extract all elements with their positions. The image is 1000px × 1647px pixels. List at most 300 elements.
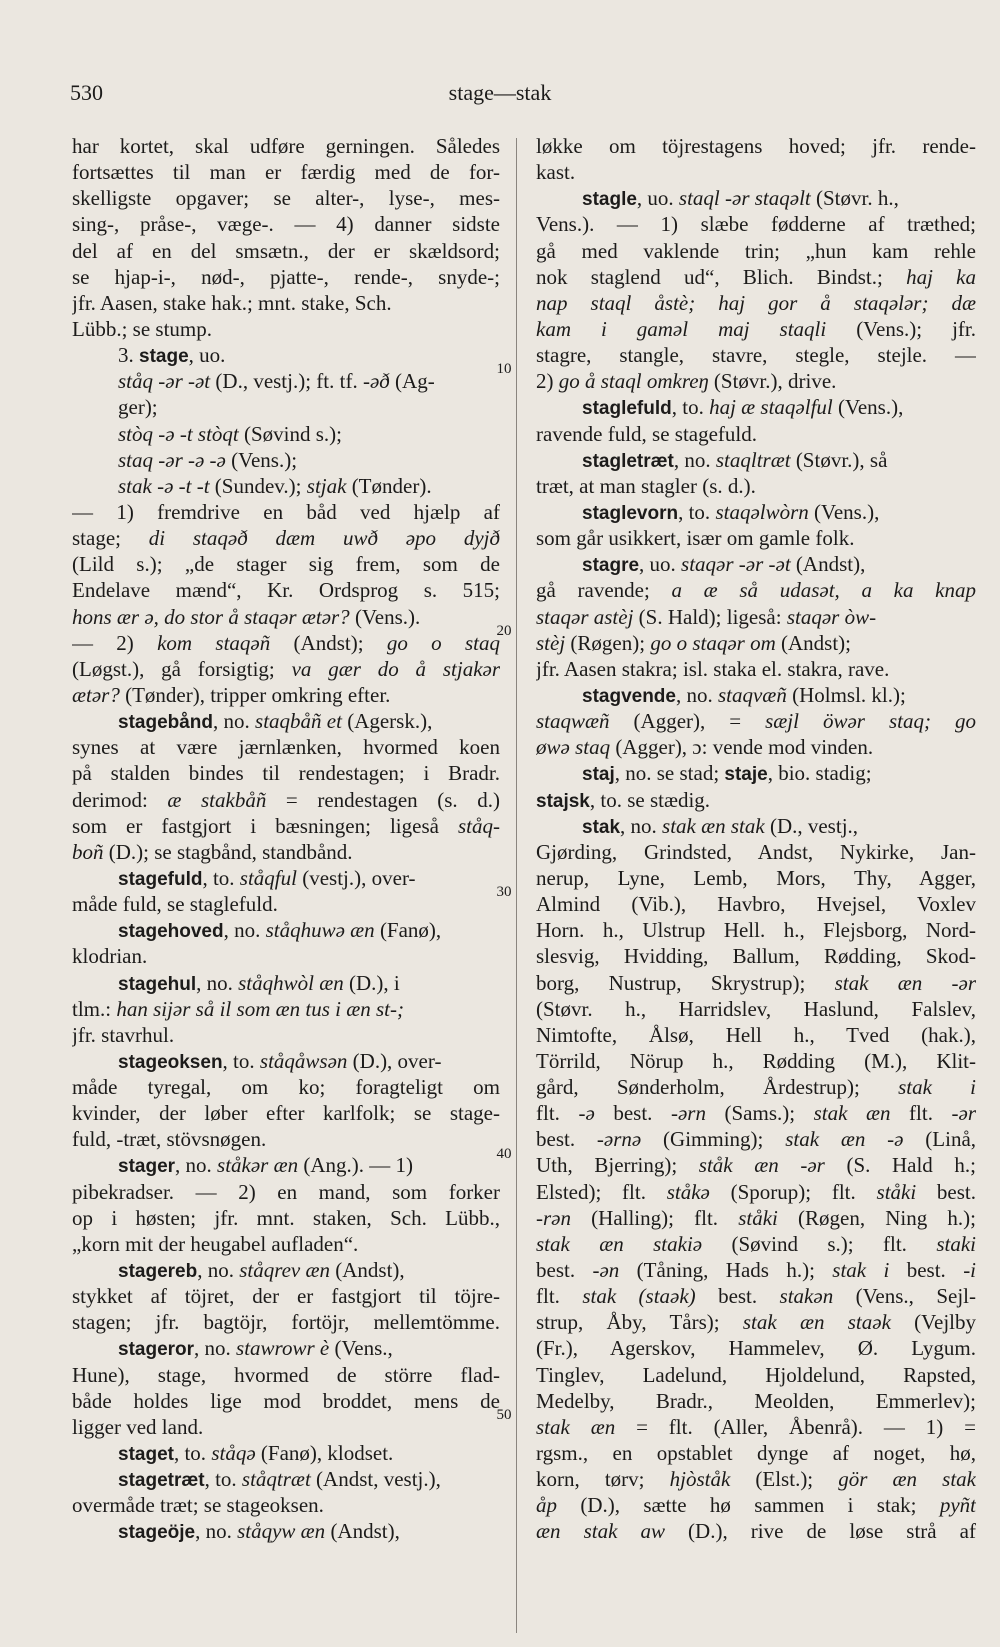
text-line xyxy=(536,943,976,969)
dialect-form: ståqåwsən xyxy=(259,1048,348,1073)
text-line xyxy=(72,839,500,865)
text-span: (Vens., Sejl- xyxy=(833,1284,976,1309)
text-span: kast. xyxy=(536,160,576,185)
text-span: tlm.: xyxy=(72,996,117,1021)
dialect-form: ståkər æn xyxy=(217,1153,299,1178)
text-span: , to. xyxy=(173,1441,212,1466)
text-line xyxy=(72,1362,500,1388)
text-line xyxy=(536,1205,976,1231)
text-span: (Støvr. h., Harridslev, Haslund, Falslev, xyxy=(536,996,976,1021)
text-span: stykket af töjret, der er fastgjort til töjre- xyxy=(72,1284,500,1309)
dialect-form: go o staq xyxy=(386,630,500,655)
running-head: stage—stak xyxy=(448,80,552,105)
text-span: (Vens.); jfr. xyxy=(826,316,976,341)
text-span: ravende fuld, se stagefuld. xyxy=(536,421,758,446)
headword: stager xyxy=(118,1156,176,1178)
text-span: (D.), over- xyxy=(347,1048,442,1073)
text-line xyxy=(72,656,500,682)
text-line xyxy=(536,1335,976,1361)
text-line xyxy=(536,473,976,499)
headword: stagletræt xyxy=(582,450,674,472)
text-span: — 1) fremdrive en båd ved hjælp af xyxy=(72,499,500,524)
text-span: (Agersk.), xyxy=(341,709,433,734)
text-line xyxy=(72,708,500,734)
dialect-form: a æ så udasət, a ka knap xyxy=(671,578,976,603)
text-line xyxy=(72,290,500,316)
text-span: „korn mit der heugabel aufladen“. xyxy=(72,1231,359,1256)
right-column xyxy=(536,133,976,1545)
headword: stage xyxy=(139,346,189,368)
dialect-form: stak æn -ər xyxy=(834,970,976,995)
text-span: , to. xyxy=(678,499,716,524)
text-line xyxy=(72,1492,500,1518)
text-line xyxy=(72,316,500,342)
text-line xyxy=(536,316,976,342)
text-span: , bio. stadig; xyxy=(767,761,872,786)
text-span: (Fr.), Agerskov, Hammelev, Ø. Lygum. xyxy=(536,1336,976,1361)
text-span: Gjørding, Grindsted, Andst, Nykirke, Jan- xyxy=(536,839,976,864)
dialect-form: hjòståk xyxy=(669,1467,731,1492)
dialect-form: -i xyxy=(963,1258,976,1283)
text-span: , no. se stad; xyxy=(614,761,725,786)
text-span: ger); xyxy=(118,395,158,420)
dialect-form: kom staqəñ xyxy=(157,630,271,655)
text-span: (Røgen); xyxy=(565,630,651,655)
text-line xyxy=(72,421,500,447)
column-divider xyxy=(516,138,517,1633)
text-span: (Sundev.); xyxy=(209,473,307,498)
text-span: (D.), rive de løse strå af xyxy=(664,1519,976,1544)
text-line xyxy=(72,1074,500,1100)
text-span: = rendestagen (s. d.) xyxy=(266,787,500,812)
text-span: , uo. xyxy=(639,552,682,577)
text-line xyxy=(536,447,976,473)
text-line xyxy=(536,970,976,996)
dialect-form: åp xyxy=(536,1493,557,1518)
text-line xyxy=(72,577,500,603)
text-span: stagre, stangle, stavre, stegle, stejle. — xyxy=(536,343,976,368)
dialect-form: stak æn staək xyxy=(742,1310,891,1335)
text-span: , no. xyxy=(673,447,716,472)
headword: stagebånd xyxy=(118,712,214,734)
text-line xyxy=(72,891,500,917)
text-span: (Løgst.), gå forsigtig; xyxy=(72,656,292,681)
text-span: (Støvr.), så xyxy=(790,447,888,472)
dialect-form: stak (staək) xyxy=(582,1284,696,1309)
dialect-form: ståqrev æn xyxy=(239,1258,331,1283)
text-span: Vens.). — 1) slæbe fødderne af træthed; xyxy=(536,212,976,237)
text-span: (Søvind s.); flt. xyxy=(702,1231,937,1256)
text-span: (Fanø), xyxy=(374,918,442,943)
text-span: (Ang.). — 1) xyxy=(298,1153,414,1178)
text-span: , to. xyxy=(222,1048,260,1073)
text-span: (Agger), ɔ: vende mod vinden. xyxy=(610,735,874,760)
dialect-form: ståqə xyxy=(211,1441,256,1466)
text-line xyxy=(72,1283,500,1309)
dialect-form: ståqtræt xyxy=(241,1467,311,1492)
text-line xyxy=(536,342,976,368)
text-span: (D., vestj.); ft. tf. xyxy=(210,369,363,394)
headword: stagereb xyxy=(118,1261,198,1283)
text-line xyxy=(72,238,500,264)
text-line xyxy=(536,421,976,447)
headword: stagehoved xyxy=(118,921,224,943)
text-span: overmåde træt; se stageoksen. xyxy=(72,1493,324,1518)
text-span: Elsted); flt. xyxy=(536,1179,667,1204)
text-line xyxy=(72,1309,500,1335)
text-line xyxy=(72,1205,500,1231)
text-span: (Gimming); xyxy=(641,1127,786,1152)
headword: staj xyxy=(582,764,615,786)
text-line xyxy=(72,865,500,891)
text-line xyxy=(536,551,976,577)
headword: stagefuld xyxy=(118,868,203,890)
text-line xyxy=(72,1388,500,1414)
text-span: (Andst); xyxy=(270,630,387,655)
dialect-form: ståqhwòl æn xyxy=(238,970,344,995)
headword: stageöje xyxy=(118,1522,196,1544)
text-line xyxy=(72,1466,500,1492)
dialect-form: stawrowr è xyxy=(236,1336,330,1361)
text-line xyxy=(536,996,976,1022)
text-span: (Agger), = xyxy=(609,709,766,734)
dialect-form: -ə xyxy=(578,1101,595,1126)
text-span: best. xyxy=(889,1258,964,1283)
text-span: sing-, pråse-, væge-. — 4) danner sidste xyxy=(72,212,500,237)
text-span: (Vens.), xyxy=(808,499,880,524)
text-line xyxy=(72,342,500,368)
text-span: Tinglev, Ladelund, Hjoldelund, Rapsted, xyxy=(536,1362,976,1387)
text-line xyxy=(536,1074,976,1100)
dialect-form: stak æn xyxy=(536,1414,616,1439)
text-line xyxy=(536,917,976,943)
text-span: , no. xyxy=(197,1258,240,1283)
dialect-form: æn stak aw xyxy=(536,1519,665,1544)
text-line xyxy=(536,604,976,630)
text-line xyxy=(72,917,500,943)
text-line xyxy=(536,1152,976,1178)
text-line xyxy=(72,264,500,290)
text-line xyxy=(536,630,976,656)
dialect-form: stak æn stakiə xyxy=(536,1231,703,1256)
text-span: Horn. h., Ulstrup Hell. h., Flejsborg, Nord- xyxy=(536,918,976,943)
text-line xyxy=(536,1283,976,1309)
text-line xyxy=(536,787,976,813)
text-line xyxy=(72,133,500,159)
text-line xyxy=(536,708,976,734)
dialect-form: stak æn -ə xyxy=(785,1127,904,1152)
dialect-form: stak -ə -t -t xyxy=(118,473,210,498)
text-span: , no. xyxy=(675,682,718,707)
text-span: (S. Hald); ligeså: xyxy=(633,604,787,629)
dialect-form: -ərnə xyxy=(596,1127,642,1152)
headword: staglefuld xyxy=(582,398,672,420)
text-line xyxy=(72,368,500,394)
text-span: (Vens.); xyxy=(225,447,298,472)
text-span: synes at være jærnlænken, hvormed koen xyxy=(72,735,500,760)
text-line xyxy=(536,1440,976,1466)
text-span: jfr. Aasen, stake hak.; mnt. stake, Sch. xyxy=(72,290,392,315)
dialect-form: staqər òw- xyxy=(786,604,877,629)
text-span: ligger ved land. xyxy=(72,1414,204,1439)
text-span: som går usikkert, især om gamle folk. xyxy=(536,526,855,551)
text-line xyxy=(536,1231,976,1257)
text-line xyxy=(536,290,976,316)
text-line xyxy=(72,1152,500,1178)
dialect-form: stakən xyxy=(779,1284,834,1309)
dialect-form: nap staql åstè; haj gor å staqələr; dæ xyxy=(536,290,976,315)
dialect-form: staqər -ər -ət xyxy=(681,552,791,577)
text-span: (Andst), xyxy=(790,552,866,577)
text-line xyxy=(536,656,976,682)
text-line xyxy=(536,1309,976,1335)
text-line xyxy=(536,1414,976,1440)
line-number: 10 xyxy=(496,361,512,377)
page-number: 530 xyxy=(70,80,103,105)
text-span: (Andst); xyxy=(775,630,851,655)
dialect-form: boñ xyxy=(72,839,104,864)
text-span: flt. xyxy=(536,1101,579,1126)
text-span: (Vens.), xyxy=(832,395,904,420)
text-line xyxy=(536,1048,976,1074)
text-span: (vestj.), over- xyxy=(296,865,416,890)
text-span: (S. Hald h.; xyxy=(824,1153,976,1178)
text-span: slesvig, Hvidding, Ballum, Rødding, Skod- xyxy=(536,944,976,969)
text-line xyxy=(72,682,500,708)
dialect-form: stòq -ə -t stòqt xyxy=(118,421,239,446)
text-line xyxy=(72,787,500,813)
dialect-form: ståq- xyxy=(458,813,500,838)
headword: stak xyxy=(582,816,621,838)
text-span: (Vens., xyxy=(329,1336,393,1361)
dialect-form: han sijər så il som æn tus i æn st-; xyxy=(116,996,404,1021)
dialect-form: stak i xyxy=(898,1075,976,1100)
text-line xyxy=(536,264,976,290)
line-number: 30 xyxy=(496,884,512,900)
text-span: Uth, Bjerring); xyxy=(536,1153,699,1178)
text-span: borg, Nustrup, Skrystrup); xyxy=(536,970,835,995)
text-span: fortsættes til man er færdig med de for- xyxy=(72,160,500,185)
text-span: (Fanø), klodset. xyxy=(255,1441,394,1466)
text-span: måde tyregal, om ko; foragteligt om xyxy=(72,1075,500,1100)
text-span: derimod: xyxy=(72,787,168,812)
text-span: 2) xyxy=(536,369,559,394)
text-line xyxy=(536,760,976,786)
dialect-form: -ən xyxy=(592,1258,620,1283)
text-span: pibekradser. — 2) en mand, som forker xyxy=(72,1179,500,1204)
text-line xyxy=(536,159,976,185)
dialect-form: kam i gaməl maj staqli xyxy=(536,316,827,341)
dialect-form: -rən xyxy=(536,1205,571,1230)
text-span: både holdes lige mod broddet, mens de xyxy=(72,1388,500,1413)
left-column xyxy=(72,133,500,1545)
text-line xyxy=(536,865,976,891)
text-line xyxy=(536,1388,976,1414)
text-line xyxy=(72,1048,500,1074)
headword: stajsk xyxy=(536,790,590,812)
dialect-form: staql -ər staqəlt xyxy=(678,186,811,211)
text-span: har kortet, skal udføre gerningen. Således xyxy=(72,134,500,158)
dialect-form: staq -ər -ə -ə xyxy=(118,447,226,472)
dialect-form: ætər? xyxy=(72,682,120,707)
text-line xyxy=(536,499,976,525)
dialect-form: ståq -ər -ət xyxy=(118,369,211,394)
headword: stagvende xyxy=(582,685,676,707)
text-span: måde fuld, se staglefuld. xyxy=(72,892,278,917)
dialect-form: stak æn stak xyxy=(662,813,765,838)
text-line xyxy=(72,551,500,577)
dialect-form: -ər xyxy=(951,1101,976,1126)
text-line xyxy=(72,447,500,473)
dialect-form: øwə staq xyxy=(536,735,611,760)
dialect-form: gör æn stak xyxy=(838,1467,976,1492)
text-span: Lübb.; se stump. xyxy=(72,316,212,341)
text-span: (Andst), xyxy=(325,1519,400,1544)
text-line xyxy=(536,891,976,917)
dialect-form: ståkə xyxy=(666,1179,710,1204)
headword: staje xyxy=(724,764,768,786)
headword: stageoksen xyxy=(118,1051,223,1073)
text-span: , no. xyxy=(223,918,266,943)
text-span: (Sams.); xyxy=(705,1101,814,1126)
text-line xyxy=(536,1100,976,1126)
text-span: (Vejlby xyxy=(890,1310,976,1335)
text-span: (Sporup); flt. xyxy=(709,1179,877,1204)
text-line xyxy=(536,1022,976,1048)
text-span: , no. xyxy=(620,813,663,838)
text-line xyxy=(536,577,976,603)
text-span: kvinder, der løber efter karlfolk; se stage- xyxy=(72,1101,500,1126)
text-line xyxy=(72,630,500,656)
dialect-form: -ərn xyxy=(670,1101,706,1126)
text-line xyxy=(72,760,500,786)
text-line xyxy=(72,1335,500,1361)
dialect-form: æ stakbåñ xyxy=(167,787,267,812)
text-span: Endelave mænd“, Kr. Ordsprog s. 515; xyxy=(72,578,500,603)
text-line xyxy=(72,734,500,760)
text-line xyxy=(536,394,976,420)
text-span: strup, Åby, Tårs); xyxy=(536,1310,743,1335)
text-span: , no. xyxy=(194,1336,237,1361)
dialect-form: go å staql omkreŋ xyxy=(558,369,709,394)
text-span: 3. xyxy=(118,343,139,368)
text-span: , no. xyxy=(195,1519,238,1544)
text-span: på stalden bindes til rendestagen; i Bradr. xyxy=(72,761,500,786)
text-span: — 2) xyxy=(72,630,158,655)
text-span: (Tåning, Hads h.); xyxy=(619,1258,833,1283)
text-span: (Vens.). xyxy=(349,604,421,629)
dialect-form: stjak xyxy=(306,473,347,498)
text-line xyxy=(72,1414,500,1440)
text-span: best. xyxy=(594,1101,671,1126)
text-line xyxy=(536,525,976,551)
text-span: (Andst), xyxy=(330,1258,405,1283)
text-span: gå ravende; xyxy=(536,578,672,603)
text-line xyxy=(72,499,500,525)
text-line xyxy=(536,1362,976,1388)
text-line xyxy=(536,813,976,839)
headword: staglevorn xyxy=(582,502,679,524)
text-line xyxy=(536,734,976,760)
dialect-form: ståki xyxy=(738,1205,778,1230)
text-span: Törrild, Nörup h., Rødding (M.), Klit- xyxy=(536,1048,976,1073)
dialect-form: ståqful xyxy=(239,865,297,890)
text-line xyxy=(72,1126,500,1152)
text-span: best. xyxy=(695,1284,780,1309)
text-line xyxy=(72,159,500,185)
dialect-form: staqbåñ et xyxy=(255,709,342,734)
text-span: gård, Sønderholm, Årdestrup); xyxy=(536,1075,899,1100)
dialect-form: staqər astèj xyxy=(536,604,634,629)
dialect-form: staqwæñ xyxy=(536,709,610,734)
text-span: flt. xyxy=(890,1101,952,1126)
text-span: (Søvind s.); xyxy=(238,421,343,446)
text-line xyxy=(536,1466,976,1492)
text-line xyxy=(72,525,500,551)
text-span: (Elst.); xyxy=(730,1467,839,1492)
text-line xyxy=(72,1518,500,1544)
text-line xyxy=(72,943,500,969)
text-line xyxy=(536,1257,976,1283)
text-line xyxy=(536,211,976,237)
text-line xyxy=(536,682,976,708)
text-span: op i høsten; jfr. mnt. staken, Sch. Lübb., xyxy=(72,1205,500,1230)
text-span: (Røgen, Ning h.); xyxy=(777,1205,976,1230)
text-span: nok staglend ud“, Blich. Bindst.; xyxy=(536,264,907,289)
dialect-form: stak æn xyxy=(813,1101,891,1126)
dialect-form: haj ka xyxy=(906,264,976,289)
text-span: rgsm., en opstablet dynge af noget, hø, xyxy=(536,1441,976,1466)
text-line xyxy=(536,368,976,394)
text-span: (Lild s.); „de stager sig frem, som de xyxy=(72,552,500,577)
text-span: Medelby, Bradr., Meolden, Emmerlev); xyxy=(536,1388,976,1413)
text-span: træt, at man stagler (s. d.). xyxy=(536,473,756,498)
text-span: del af en del smsætn., der er skældsord; xyxy=(72,238,500,263)
text-span: klodrian. xyxy=(72,944,148,969)
text-line xyxy=(536,1179,976,1205)
text-span: best. xyxy=(536,1258,593,1283)
text-span: se hjap-i-, nød-, pjatte-, rende-, snyde-; xyxy=(72,264,500,289)
headword: stagle xyxy=(582,189,637,211)
text-span: løkke om töjrestagens hoved; jfr. rende- xyxy=(536,134,976,158)
text-line xyxy=(72,604,500,630)
text-span: best. xyxy=(536,1127,597,1152)
text-span: fuld, -træt, stövsnøgen. xyxy=(72,1127,267,1152)
text-span: best. xyxy=(916,1179,976,1204)
text-span: (Tønder). xyxy=(346,473,432,498)
headword: staget xyxy=(118,1444,174,1466)
dialect-form: ståqyw æn xyxy=(237,1519,326,1544)
dialect-form: staqvæñ xyxy=(717,682,787,707)
dialect-form: sæjl öwər staq; go xyxy=(765,709,976,734)
dialect-form: ståqhuwə æn xyxy=(265,918,375,943)
text-line xyxy=(536,238,976,264)
dialect-form: pyñt xyxy=(939,1493,976,1518)
text-span: stagen; jfr. bagtöjr, fortöjr, mellemtömme. xyxy=(72,1310,500,1335)
text-span: , to. xyxy=(202,865,240,890)
text-span: flt. xyxy=(536,1284,583,1309)
text-span: , to. xyxy=(204,1467,242,1492)
text-line xyxy=(72,394,500,420)
text-line xyxy=(72,1257,500,1283)
text-line xyxy=(72,970,500,996)
text-line xyxy=(72,996,500,1022)
text-span: (D., vestj., xyxy=(764,813,859,838)
text-span: (Andst, vestj.), xyxy=(310,1467,441,1492)
dialect-form: haj æ staqəlful xyxy=(709,395,833,420)
dialect-form: ståki xyxy=(876,1179,917,1204)
text-line xyxy=(72,1440,500,1466)
